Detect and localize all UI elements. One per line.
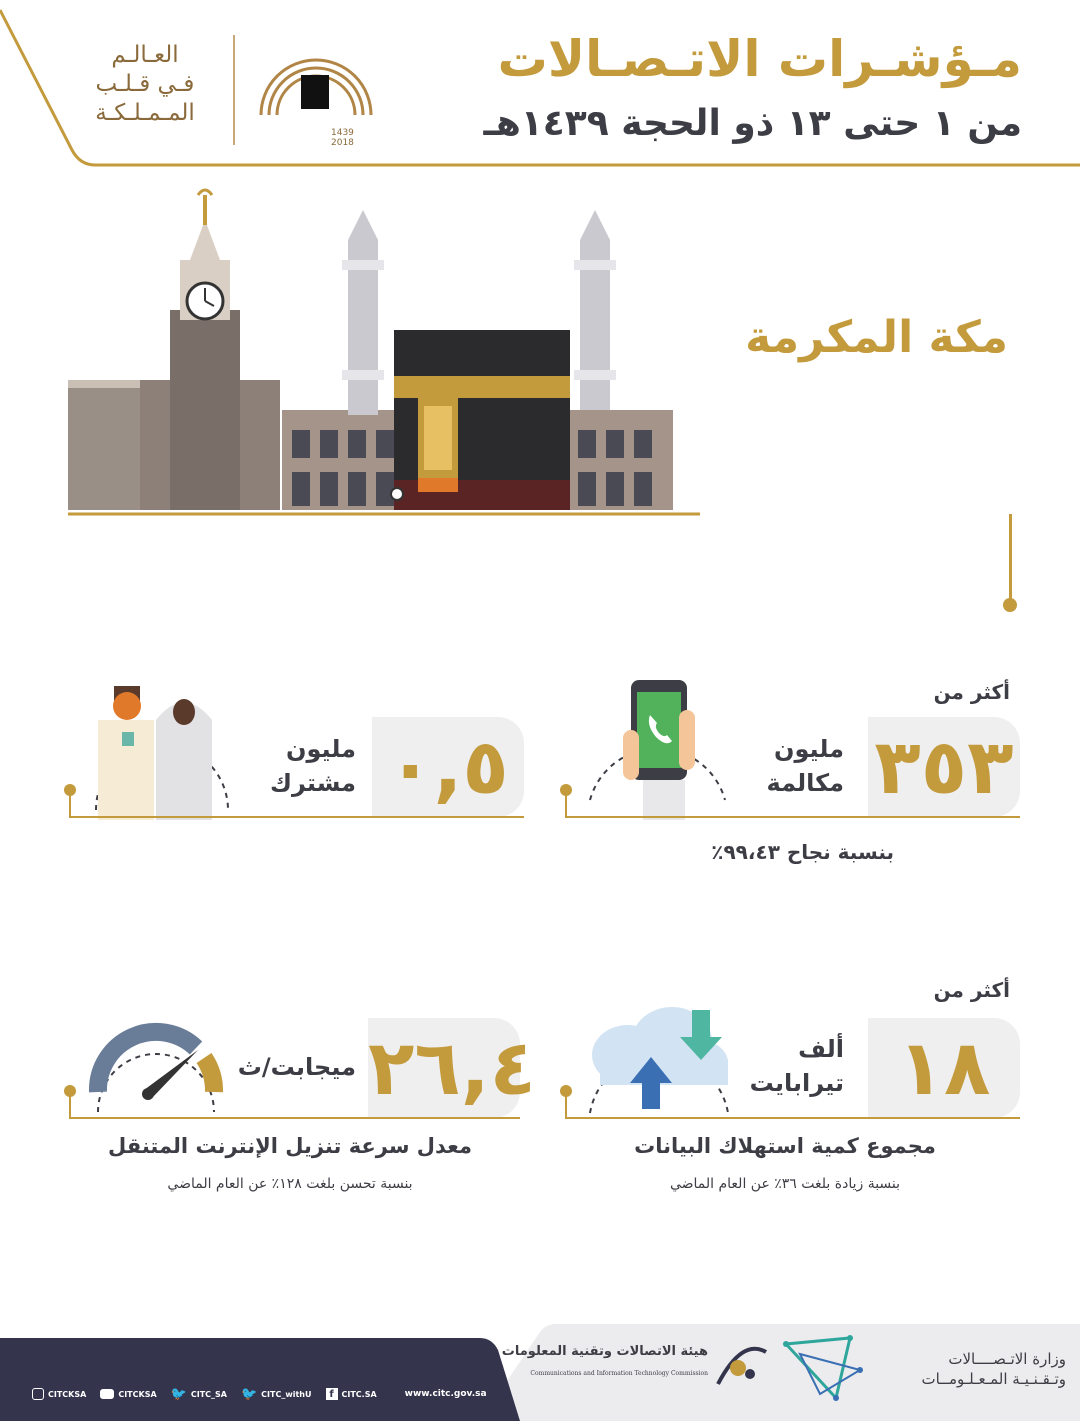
subscribers-unit-2: مشترك [269, 769, 356, 797]
speedometer-icon [86, 1020, 226, 1120]
data-caption: مجموع كمية استهلاك البيانات [634, 1134, 936, 1158]
speed-caption: معدل سرعة تنزيل الإنترنت المتنقل [107, 1134, 473, 1158]
social-facebook[interactable] [326, 1388, 377, 1400]
data-baseline [566, 1117, 1020, 1119]
calls-unit-1: مليون [774, 735, 844, 763]
subscribers-baseline [70, 816, 524, 818]
page-subtitle: من ١ حتى ١٣ ذو الحجة ١٤٣٩هـ [483, 103, 1022, 144]
social-youtube[interactable] [100, 1389, 156, 1399]
cloud-transfer-icon [580, 1005, 740, 1120]
logo-divider [233, 35, 235, 145]
data-dot-stem [565, 1091, 567, 1119]
calls-baseline [566, 816, 1020, 818]
mcit-name-line1: وزارة الاتـصــــالات [948, 1350, 1066, 1368]
mecca-skyline-illustration [0, 180, 700, 520]
citc-logo [501, 1340, 770, 1400]
calls-number-box [868, 717, 1020, 817]
kaaba-arch-icon [253, 35, 383, 150]
logo-year-greg: 2018 [331, 138, 354, 148]
citc-emblem-icon [714, 1344, 770, 1390]
subscribers-unit-1: مليون [286, 735, 356, 763]
logo-text-line2: فـي قـلـب [95, 71, 195, 97]
connector-dot [1003, 598, 1017, 612]
speed-baseline [70, 1117, 520, 1119]
connector-line [1009, 514, 1012, 604]
social-links [32, 1386, 487, 1402]
phone-icon [575, 670, 735, 820]
speed-unit: ميجابت/ث [237, 1053, 356, 1081]
calls-dot-stem [565, 790, 567, 818]
social-twitter[interactable] [171, 1387, 227, 1402]
calls-note: بنسبة نجاح ٩٩،٤٣٪ [711, 840, 894, 864]
speed-number-box [368, 1018, 537, 1118]
subscribers-value: ٠,٥ [387, 722, 509, 811]
citc-name-en: Communications and Information Technology Commission [530, 1370, 708, 1377]
data-prefix: أكثر من [933, 978, 1010, 1002]
facebook-icon: f [326, 1388, 338, 1400]
subscribers-number-box [372, 717, 524, 817]
mcit-logo [780, 1332, 1070, 1412]
logo-text-line1: العـالـم [111, 42, 179, 68]
speed-note: بنسبة تحسن بلغت ١٢٨٪ عن العام الماضي [167, 1176, 413, 1192]
logo-text-line3: المـمـلـكـة [95, 100, 195, 126]
social-twitter-withu[interactable] [241, 1387, 312, 1402]
speed-value: ٢٦,٤ [368, 1023, 537, 1112]
logo-year-hijri: 1439 [331, 128, 354, 138]
social-instagram[interactable] [32, 1388, 86, 1400]
calls-prefix: أكثر من [933, 680, 1010, 704]
subscribers-dot-stem [69, 790, 71, 818]
instagram-icon [32, 1388, 44, 1400]
data-unit-1: ألف [798, 1035, 844, 1063]
data-number-box [868, 1018, 1020, 1118]
social-label: CITC_withU [261, 1389, 312, 1399]
twitter-icon: 🐦 [170, 1386, 187, 1402]
page-title: مـؤشـرات الاتـصـالات [497, 30, 1022, 88]
youtube-icon [100, 1389, 114, 1399]
city-name: مكة المكرمة [745, 312, 1008, 363]
website-link[interactable]: www.citc.gov.sa [404, 1389, 487, 1399]
mcit-name-line2: وتـقـنـيـة المـعـلـومــات [921, 1370, 1066, 1388]
citc-name-ar: هيئة الاتصالات وتقنية المعلومات [501, 1344, 708, 1359]
subscribers-unit [226, 732, 356, 800]
social-label: CITCKSA [48, 1389, 87, 1399]
social-label: CITC.SA [341, 1389, 377, 1399]
social-label: CITC_SA [190, 1389, 227, 1399]
data-note: بنسبة زيادة بلغت ٣٦٪ عن العام الماضي [669, 1176, 901, 1192]
speed-dot-stem [69, 1091, 71, 1119]
pilgrims-icon [86, 680, 236, 820]
calls-unit-2: مكالمة [766, 769, 844, 797]
twitter-icon: 🐦 [240, 1386, 258, 1402]
social-label: CITCKSA [118, 1389, 157, 1399]
data-unit-2: تيرابايت [749, 1069, 844, 1097]
event-logo [85, 35, 385, 150]
mcit-emblem-icon [780, 1334, 866, 1406]
calls-value: ٣٥٣ [874, 722, 1014, 811]
data-value: ١٨ [897, 1023, 991, 1112]
